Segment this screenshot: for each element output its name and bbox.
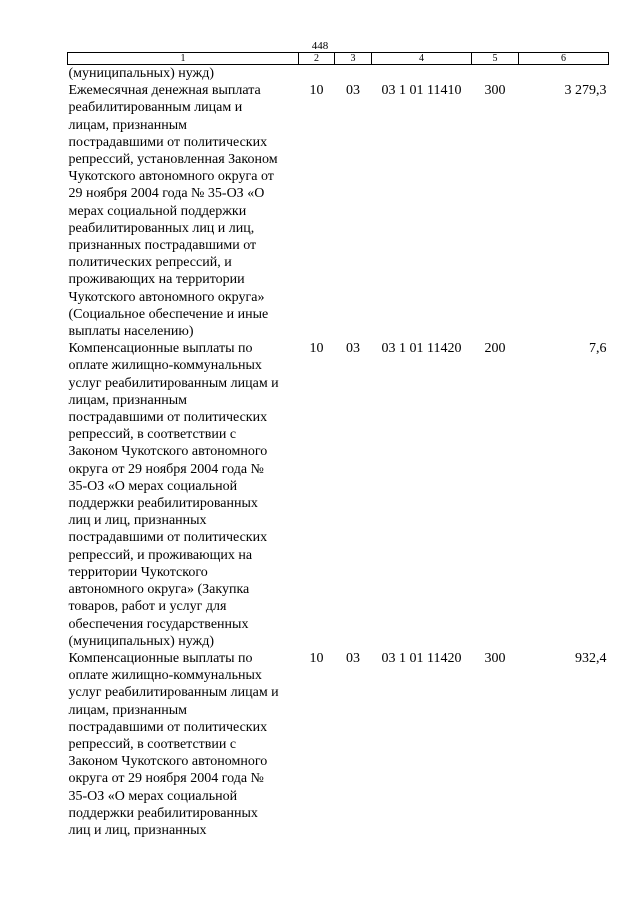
row-description: Компенсационные выплаты по оплате жилищно-коммунальных услуг реабилитированным лицам и лицам, признанным пострадавшими от политических репрессий, в соответствии с Законом Чукотского автономного округа от 29 ноября 2004 года № 35-ОЗ «О мерах социальной поддержки реабилитированных лиц и лиц, признанных пострадавшими от политических репрессий, и проживающих на территории Чукотского автономного округа» (Закупка товаров, работ и услуг для обеспечения государственных (муниципальных) нужд) — [68, 341, 279, 649]
row-target-code: 03 1 01 11420 — [381, 341, 462, 357]
table-row — [68, 82, 609, 340]
column-header: 5 — [472, 53, 519, 65]
page-number: 448 — [311, 40, 329, 52]
continuation-row — [68, 65, 609, 83]
row-subsection: 03 — [346, 650, 360, 666]
column-header: 6 — [519, 53, 609, 65]
continuation-text: (муниципальных) нужд) — [68, 66, 215, 81]
row-section: 10 — [309, 650, 324, 666]
column-header: 4 — [372, 53, 472, 65]
row-amount: 7,6 — [589, 341, 607, 357]
column-header: 2 — [299, 53, 335, 65]
row-description: Компенсационные выплаты по оплате жилищно-коммунальных услуг реабилитированным лицам и лицам, признанным пострадавшими от политических репрессий, в соответствии с Законом Чукотского автономного округа от 29 ноября 2004 года № 35-ОЗ «О мерах социальной поддержки реабилитированных лиц и лиц, признанных — [68, 650, 279, 838]
column-header: 1 — [68, 53, 299, 65]
row-expense-type: 200 — [484, 341, 506, 357]
row-expense-type: 300 — [484, 83, 506, 99]
header-row — [68, 53, 609, 65]
table-row — [68, 340, 609, 650]
row-subsection: 03 — [346, 83, 360, 99]
row-section: 10 — [309, 83, 324, 99]
row-section: 10 — [309, 341, 324, 357]
row-target-code: 03 1 01 11410 — [381, 83, 462, 99]
row-amount: 3 279,3 — [564, 83, 607, 99]
row-subsection: 03 — [346, 341, 360, 357]
row-amount: 932,4 — [575, 650, 607, 666]
budget-table — [67, 52, 609, 839]
row-expense-type: 300 — [484, 650, 506, 666]
row-target-code: 03 1 01 11420 — [381, 650, 462, 666]
table-row — [68, 650, 609, 839]
row-description: Ежемесячная денежная выплата реабилитированным лицам и лицам, признанным пострадавшими от политических репрессий, установленная Законом Чукотского автономного округа от 29 ноября 2004 года № 35-ОЗ «О мерах социальной поддержки реабилитированных лиц и лиц, признанных пострадавшими от политических репрессий, и проживающих на территории Чукотского автономного округа» (Социальное обеспечение и иные выплаты населению) — [68, 83, 278, 340]
column-header: 3 — [335, 53, 372, 65]
